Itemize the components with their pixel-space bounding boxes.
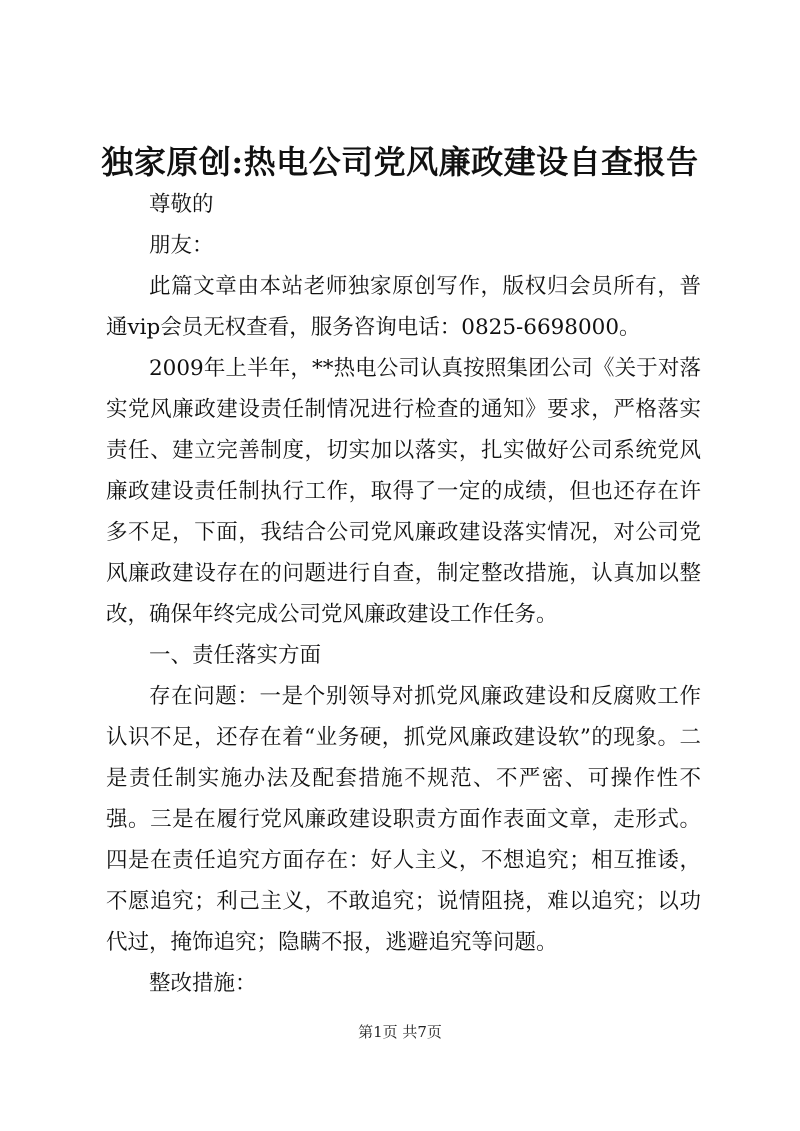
copyright-notice-paragraph: 此篇文章由本站老师独家原创写作，版权归会员所有，普通vip会员无权查看，服务咨询电话：0825-6698000。 [106,274,701,340]
problems-paragraph: 存在问题：一是个别领导对抓党风廉政建设和反腐败工作认识不足，还存在着“业务硬，抓党风廉政建设软”的现象。二是责任制实施办法及配套措施不规范、不严密、可操作性不强。三是在履行党风廉政建设职责方面作表面文章，走形式。四是在责任追究方面存在：好人主义，不想追究；相互推诿，不愿追究；利己主义，不敢追究；说情阻挠，难以追究；以功代过，掩饰追究；隐瞒不报，逃避追究等问题。 [106,684,701,955]
page-number-footer: 第1页 共7页 [358,1023,442,1041]
document-body [106,184,701,1004]
salutation-line-2: 朋友： [149,233,214,258]
salutation-line-1: 尊敬的 [149,192,214,217]
measures-heading: 整改措施： [149,971,257,996]
intro-paragraph: 2009年上半年，**热电公司认真按照集团公司《关于对落实党风廉政建设责任制情况进行检查的通知》要求，严格落实责任、建立完善制度，切实加以落实，扎实做好公司系统党风廉政建设责任制执行工作，取得了一定的成绩，但也还存在许多不足，下面，我结合公司党风廉政建设落实情况，对公司党风廉政建设存在的问题进行自查，制定整改措施，认真加以整改，确保年终完成公司党风廉政建设工作任务。 [106,356,701,627]
document-title: 独家原创:热电公司党风廉政建设自查报告 [101,143,699,181]
section-heading-responsibility: 一、责任落实方面 [149,643,322,668]
